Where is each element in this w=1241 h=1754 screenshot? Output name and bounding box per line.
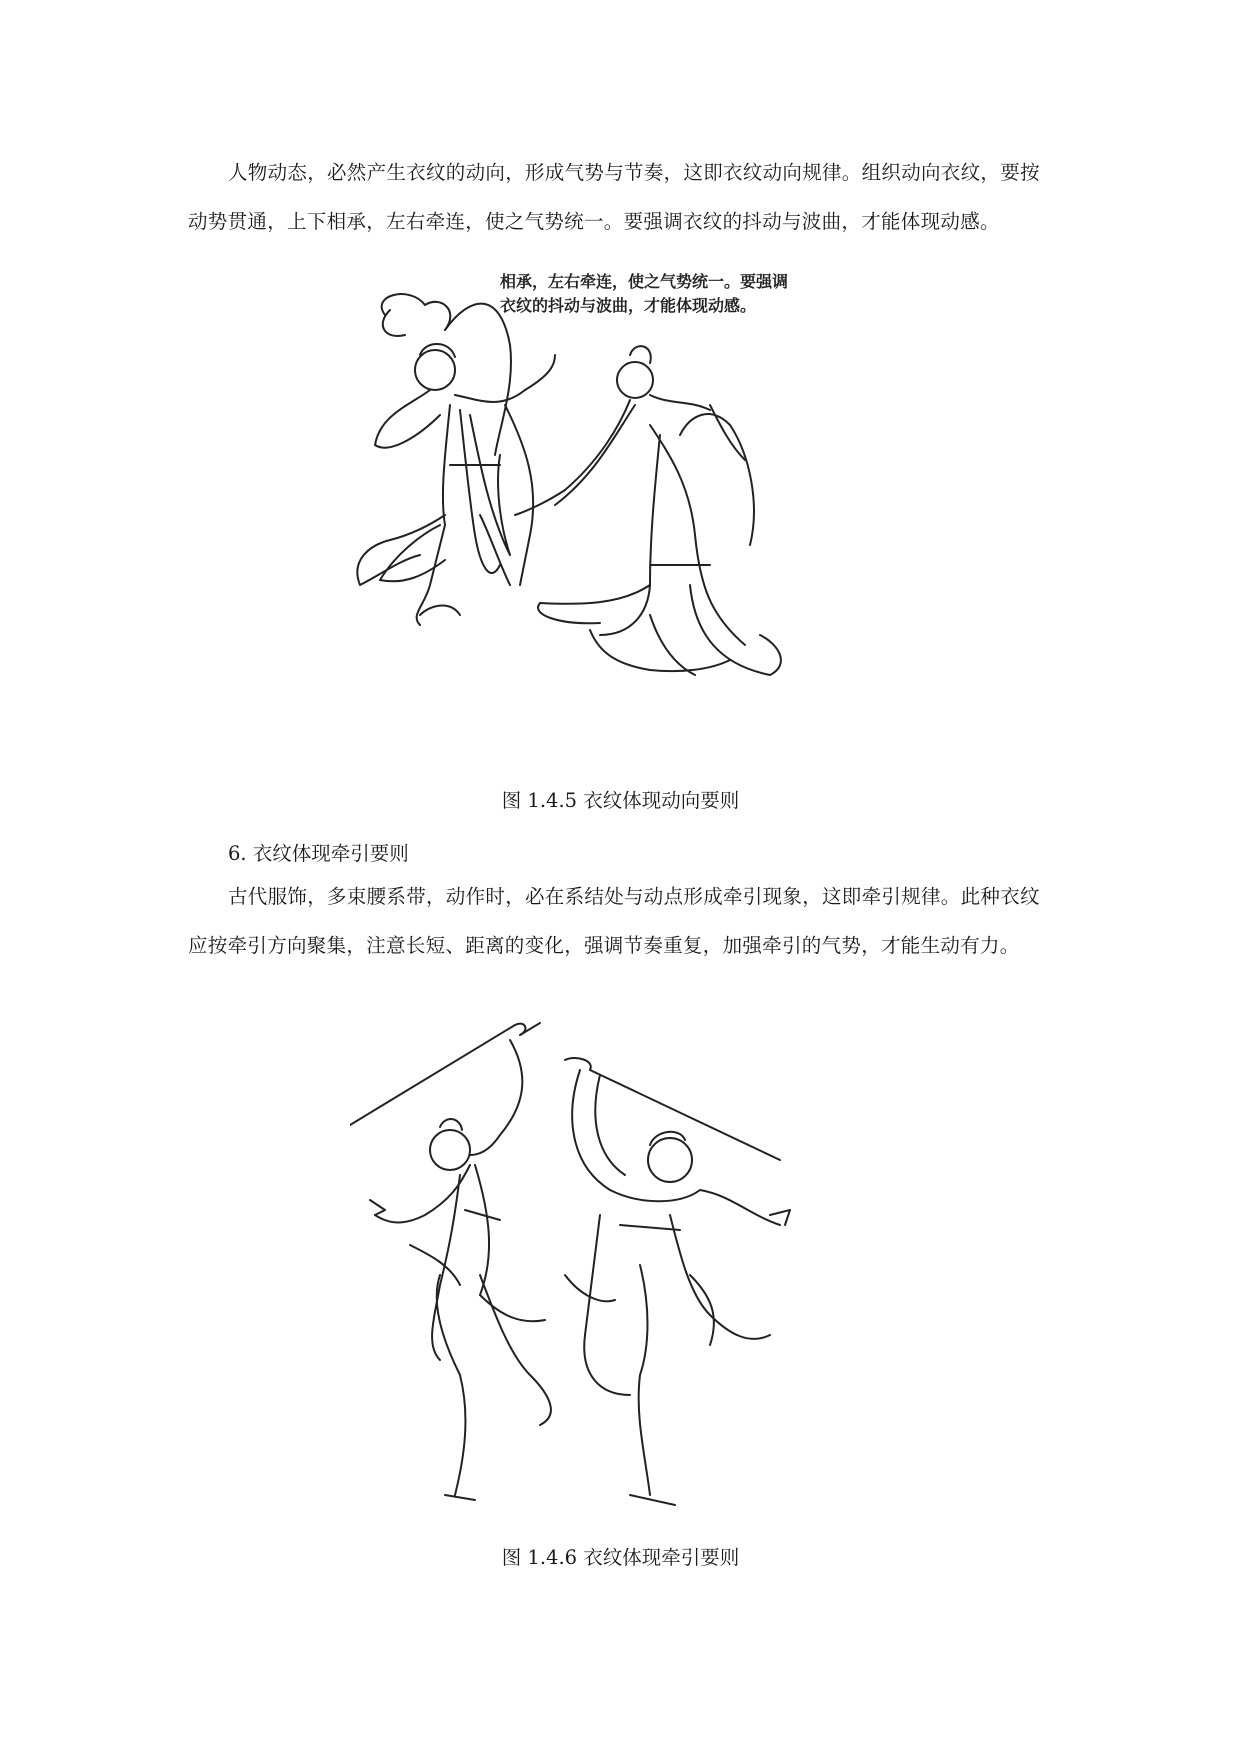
right-fighter-drawing xyxy=(565,1058,790,1505)
figure-scan-text-line2: 衣纹的抖动与波曲，才能体现动感。 xyxy=(500,296,757,315)
left-dancer-drawing xyxy=(357,294,555,625)
section-heading-6: 6. 衣纹体现牵引要则 xyxy=(228,842,409,865)
paragraph-dynamics: 人物动态，必然产生衣纹的动向，形成气势与节奏，这即衣纹动向规律。组织动向衣纹，要按动势贯通，上下相承，左右牵连，使之气势统一。要强调衣纹的抖动与波曲，才能体现动感。 xyxy=(188,161,1040,233)
right-dancer-drawing xyxy=(515,346,781,675)
figure-caption-1: 图 1.4.5 衣纹体现动向要则 xyxy=(501,789,740,812)
figure-caption-2: 图 1.4.6 衣纹体现牵引要则 xyxy=(501,1546,740,1569)
figure-dancers-illustration xyxy=(350,272,870,775)
figure-scan-text-line1: 相承，左右牵连，使之气势统一。要强调 xyxy=(500,272,789,291)
left-fighter-drawing xyxy=(350,1023,551,1500)
paragraph-traction: 古代服饰，多束腰系带，动作时，必在系结处与动点形成牵引现象，这即牵引规律。此种衣纹应按牵引方向聚集，注意长短、距离的变化，强调节奏重复，加强牵引的气势，才能生动有力。 xyxy=(188,885,1040,957)
figure-sword-fighters-illustration xyxy=(350,1015,870,1540)
